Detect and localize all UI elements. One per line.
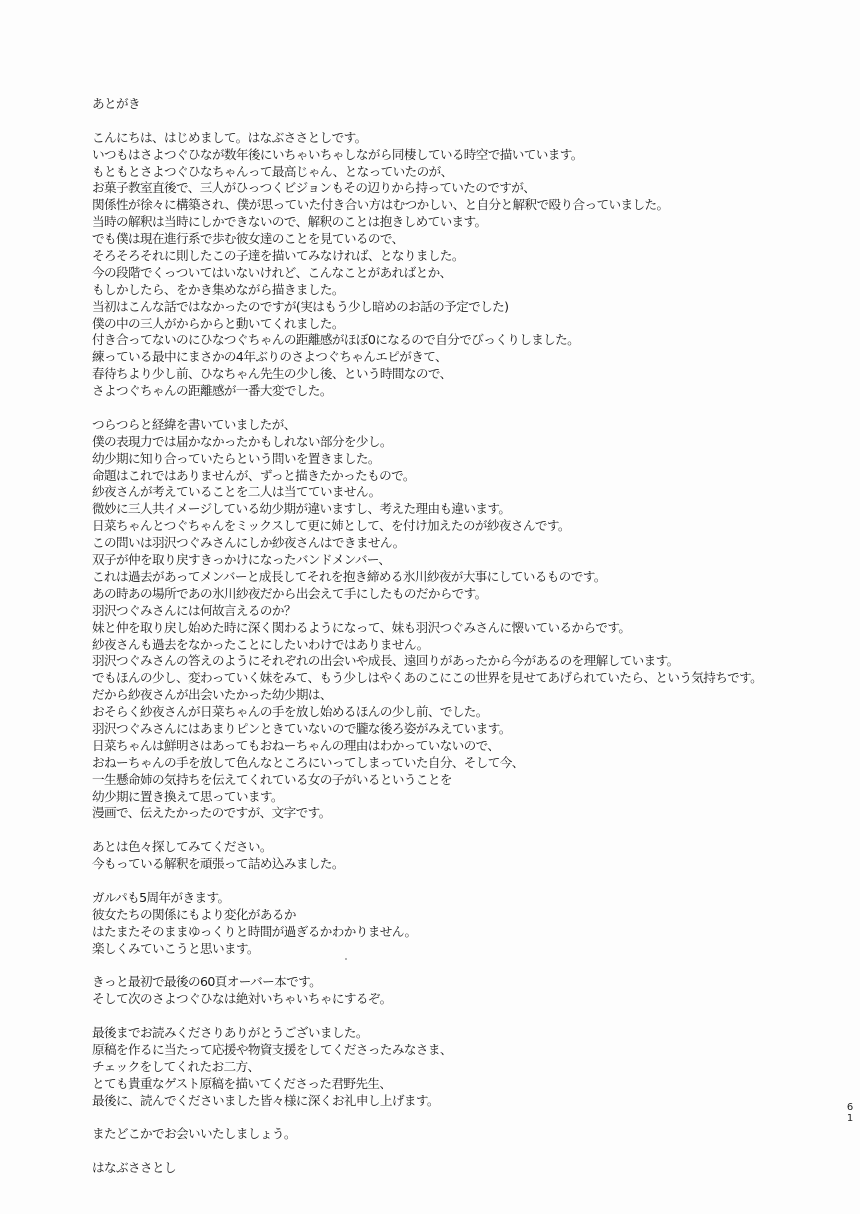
text-line: またどこかでお会いいたしましょう。 (92, 1126, 296, 1142)
scan-speck (345, 958, 347, 960)
text-line: 命題はこれではありませんが、ずっと描きたかったもので。 (92, 467, 415, 483)
text-line: 日菜ちゃんとつぐちゃんをミックスして更に姉として、を付け加えたのが紗夜さんです。 (92, 518, 570, 534)
text-line: つらつらと経緯を書いていましたが、 (92, 416, 296, 432)
text-line: 微妙に三人共イメージしている幼少期が違いますし、考えた理由も違います。 (92, 501, 511, 517)
text-line: もともとさよつぐひなちゃんって最高じゃん、となっていたのが、 (92, 163, 453, 179)
text-line: おねーちゃんの手を放して色んなところにいってしまっていた自分、そして今、 (92, 754, 524, 770)
text-line: チェックをしてくれたお二方、 (92, 1058, 260, 1074)
afterword-body (92, 96, 792, 1177)
text-line: 羽沢つぐみさんの答えのようにそれぞれの出会いや成長、遠回りがあったから今があるのを理解しています。 (92, 653, 679, 669)
page-number-digit: 6 (846, 1102, 854, 1113)
text-line: 幼少期に置き換えて思っています。 (92, 788, 283, 804)
text-line: 最後に、読んでくださいました皆々様に深くお礼申し上げます。 (92, 1092, 439, 1108)
text-line: でもほんの少し、変わっていく妹をみて、もう少しはやくあのこにこの世界を見せてあげられていたら、という気持ちです。 (92, 670, 763, 686)
text-line: ガルパも5周年がきます。 (92, 889, 230, 905)
text-line: さよつぐちゃんの距離感が一番大変でした。 (92, 383, 332, 399)
text-line: 彼女たちの関係にもより変化があるか (92, 906, 296, 922)
text-line: 原稿を作るに当たって応援や物資支援をしてくださったみなさま、 (92, 1041, 452, 1057)
text-line: 妹と仲を取り戻し始めた時に深く関わるようになって、妹も羽沢つぐみさんに懐いているからです。 (92, 619, 631, 635)
page-number-digit: 1 (846, 1113, 854, 1124)
text-line: これは過去があってメンバーと成長してそれを抱き締める氷川紗夜が大事にしているものです。 (92, 568, 606, 584)
text-line: 今もっている解釈を頑張って詰め込みました。 (92, 856, 344, 872)
text-line: いつもはさよつぐひなが数年後にいちゃいちゃしながら同棲している時空で描いています。 (92, 146, 583, 162)
text-line: はたまたそのままゆっくりと時間が過ぎるかわかりません。 (92, 923, 417, 939)
paragraph-anniversary (92, 890, 792, 958)
text-line: 漫画で、伝えたかったのですが、文字です。 (92, 805, 331, 821)
text-line: 付き合ってないのにひなつぐちゃんの距離感がほぼ0になるので自分でびっくりしました。 (92, 332, 580, 348)
paragraph-interpretation (92, 417, 792, 822)
text-line: 幼少期に知り合っていたらという問いを置きました。 (92, 450, 380, 466)
page-number (845, 1102, 855, 1124)
text-line: もしかしたら、をかき集めながら描きました。 (92, 281, 344, 297)
paragraph-greeting (92, 130, 792, 400)
text-line: 今の段階でくっついてはいないけれど、こんなことがあればとか、 (92, 264, 452, 280)
author-signature (92, 1160, 792, 1177)
text-line: 羽沢つぐみさんにはあまりピンときていないので朧な後ろ姿がみえています。 (92, 720, 511, 736)
paragraph-thanks (92, 1025, 792, 1109)
text-line: お菓子教室直後で、三人がひっつくビジョンもその辺りから持っていたのですが、 (92, 180, 536, 196)
text-line: 楽しくみていこうと思います。 (92, 940, 259, 956)
text-line: あの時あの場所であの氷川紗夜だから出会えて手にしたものだからです。 (92, 585, 487, 601)
text-line: だから紗夜さんが出会いたかった幼少期は、 (92, 687, 332, 703)
paragraph-next-book (92, 974, 792, 1008)
text-line: 羽沢つぐみさんには何故言えるのか？ (92, 602, 296, 618)
paragraph-farewell (92, 1126, 792, 1143)
page-title: あとがき (92, 96, 140, 111)
text-line: 当初はこんな話ではなかったのですが(実はもう少し暗めのお話の予定でした) (92, 298, 509, 314)
text-line: 日菜ちゃんは鮮明さはあってもおねーちゃんの理由はわかっていないので、 (92, 737, 500, 753)
text-line: とても貴重なゲスト原稿を描いてくださった君野先生、 (92, 1075, 392, 1091)
text-line: 最後までお読みくださりありがとうございました。 (92, 1024, 368, 1040)
paragraph-search (92, 839, 792, 873)
text-line: この問いは羽沢つぐみさんにしか紗夜さんはできません。 (92, 535, 405, 551)
text-line: おそらく紗夜さんが日菜ちゃんの手を放し始めるほんの少し前、でした。 (92, 704, 488, 720)
text-line: きっと最初で最後の60頁オーバー本です。 (92, 974, 322, 990)
text-line: あとは色々探してみてください。 (92, 839, 272, 855)
text-line: 紗夜さんも過去をなかったことにしたいわけではありません。 (92, 636, 429, 652)
text-line: でも僕は現在進行系で歩む彼女達のことを見ているので、 (92, 231, 404, 247)
text-line: そろそろそれに則したこの子達を描いてみなければ、となりました。 (92, 248, 464, 264)
text-line: 紗夜さんが考えていることを二人は当てていません。 (92, 484, 381, 500)
text-line: 春待ちより少し前、ひなちゃん先生の少し後、という時間なので、 (92, 366, 452, 382)
text-line: 一生懸命姉の気持ちを伝えてくれている女の子がいるということを (92, 771, 452, 787)
text-line: 僕の中の三人がからからと動いてくれました。 (92, 315, 344, 331)
text-line: 関係性が徐々に構築され、僕が思っていた付き合い方はむつかしい、と自分と解釈で殴り合っていました。 (92, 197, 669, 213)
text-line: 練っている最中にまさかの4年ぶりのさよつぐちゃんエピがきて、 (92, 349, 447, 365)
text-line: 双子が仲を取り戻すきっかけになったバンドメンバー、 (92, 552, 391, 568)
text-line: 当時の解釈は当時にしかできないので、解釈のことは抱きしめています。 (92, 214, 487, 230)
signature-line: はなぶささとし (92, 1160, 176, 1176)
text-line: 僕の表現力では届かなかったかもしれない部分を少し。 (92, 433, 392, 449)
text-line: そして次のさよつぐひなは絶対いちゃいちゃにするぞ。 (92, 991, 392, 1007)
text-line: こんにちは、はじめまして。はなぶささとしです。 (92, 129, 367, 145)
